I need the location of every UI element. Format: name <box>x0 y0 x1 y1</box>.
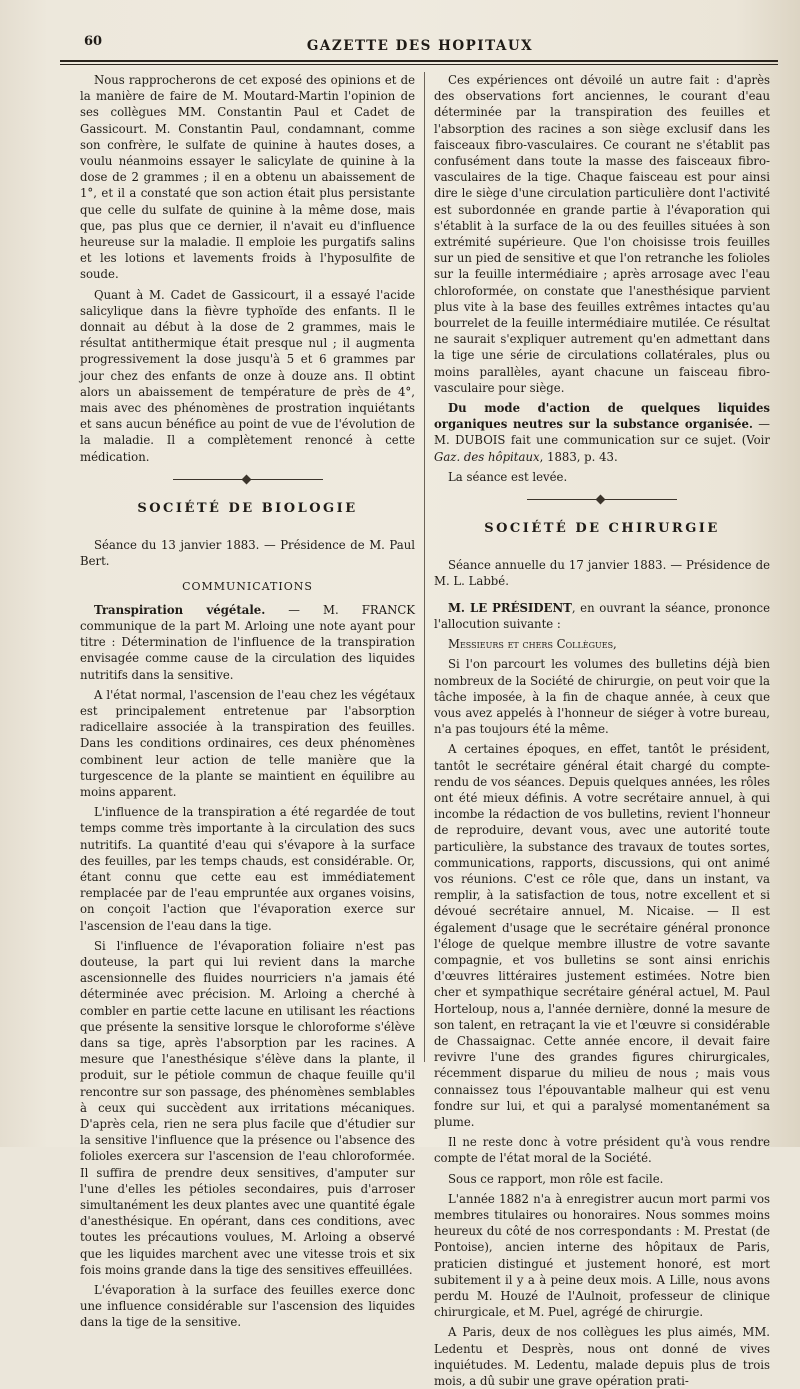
paragraph: Quant à M. Cadet de Gassicourt, il a essayé l'acide salicylique dans la fièvre typhoïde des enfants. Il le donnait au début à la dose de 2 grammes, mais le résultat antithermique était presque nul ; il augmenta progressivement la dose jusqu'à 5 et 6 grammes par jour chez des enfants de onze à douze ans. Il obtint alors un abaissement de température de près de 4°, mais avec des phénomènes de prostration inquiétants et sans aucun bénéfice au point de vue de l'évolution de la maladie. Il a complètement renoncé à cette médication. <box>80 287 415 464</box>
communications-heading: COMMUNICATIONS <box>182 580 313 594</box>
paragraph: Nous rapprocherons de cet exposé des opinions et de la manière de faire de M. Moutard-Martin l'opinion de ses collègues MM. Constantin Paul et Cadet de Gassicourt. M. Constantin Paul, condamnant, comme son confrère, le sulfate de quinine à hautes doses, a voulu néanmoins essayer le salicylate de quinine à la dose de 2 grammes ; il en a obtenu un abaissement de 1°, et il a constaté que son action était plus persistante que celle du sulfate de quinine à la même dose, mais que, pas plus que ce dernier, il n'avait eu d'influence heureuse sur la maladie. Il emploie les purgatifs salins et les lotions et lavements froids à l'hyposulfite de soude. <box>80 73 415 282</box>
section-title-chirurgie: SOCIÉTÉ DE CHIRURGIE <box>484 521 720 537</box>
president-line <box>434 600 770 632</box>
section-separator <box>173 475 323 483</box>
paragraph: Ces expériences ont dévoilé un autre fait : d'après des observations fort anciennes, le courant d'eau déterminée par la transpiration des feuilles et l'absorption des racines a son siège exclusif dans les faisceaux fibro-vasculaires. Ce courant ne s'établit pas confusément dans toute la masse des faisceaux fibro-vasculaires de la tige. Chaque faisceau est pour ainsi dire le siège d'une circulation particulière dont l'activité est subordonnée en grande partie à l'évaporation qui s'établit à la surface de la ou des feuilles situées à son extrémité supérieure. Que l'on choisisse trois feuilles sur un pied de sensitive et que l'on retranche les folioles sur la feuille intermédiaire ; après arrosage avec l'eau chloroformée, on constate que l'anesthésique parvient plus vite à la base des feuilles extrêmes intactes qu'au bourrelet de la feuille intermédiaire mutilée. Ce résultat ne saurait s'expliquer autrement qu'en admettant dans la tige une série de circulations collatérales, plus ou moins parallèles, ayant chacune un faisceau fibro-vasculaire pour siège. <box>434 73 770 395</box>
president-text: , en ouvrant la séance, prononce l'allocution suivante : <box>434 600 770 631</box>
president-label: M. LE PRÉSIDENT <box>448 600 572 615</box>
item2-text-b: , 1883, p. 43. <box>539 449 618 464</box>
paragraph: Il ne reste donc à votre président qu'à vous rendre compte de l'état moral de la Société. <box>434 1135 770 1166</box>
paragraph: Sous ce rapport, mon rôle est facile. <box>448 1171 664 1186</box>
paragraph: Si l'on parcourt les volumes des bulletins déjà bien nombreux de la Société de chirurgie, on peut voir que la tâche imposée, à la fin de chaque année, à ceux que vous avez appelés à l'honneur de siéger à votre bureau, n'a pas toujours été la même. <box>434 657 770 737</box>
seance-line: Séance annuelle du 17 janvier 1883. — Présidence de M. L. Labbé. <box>434 558 770 589</box>
right-column <box>434 72 770 1389</box>
paragraph: A Paris, deux de nos collègues les plus aimés, MM. Ledentu et Desprès, nous ont donné de vives inquiétudes. M. Ledentu, malade depuis plus de trois mois, a dû subir une grave opération prati- <box>434 1325 770 1389</box>
paragraph: L'évaporation à la surface des feuilles exerce donc une influence considérable sur l'ascension des liquides dans la tige de la sensitive. <box>80 1283 415 1330</box>
item-title: Transpiration végétale. <box>94 602 266 617</box>
paragraph: A certaines époques, en effet, tantôt le président, tantôt le secrétaire général était chargé du compte-rendu de vos séances. Depuis quelques années, les rôles ont été mieux définis. A votre secrétaire annuel, à qui incombe la rédaction de vos bulletins, revient l'honneur de reproduire, devant vous, avec une autorité toute particulière, la substance des travaux de toutes sortes, communications, rapports, discussions, qui ont animé vos réunions. C'est ce rôle que, dans un instant, va remplir, à la satisfaction de tous, notre excellent et si dévoué secrétaire annuel, M. Nicaise. — Il est également d'usage que le secrétaire général prononce l'éloge de quelque membre illustre de votre savante compagnie, et vos bulletins se sont ainsi enrichis d'œuvres littéraires justement estimées. Notre bien cher et sympathique secrétaire général actuel, M. Paul Horteloup, nous a, l'année dernière, donné la mesure de son talent, en retraçant la vie et l'œuvre si considérable de Chassaignac. Cette année encore, il devait faire revivre l'une des grandes figures chirurgicales, récemment disparue du milieu de nous ; mais vous connaissez tous l'épouvantable malheur qui est venu fondre sur lui, et qui a paralysé momentanément sa plume. <box>434 742 770 1129</box>
item-author: M. FRANCK <box>323 602 415 617</box>
item-lead: communique de la part M. Arloing une note ayant pour titre : Détermination de l'influence de la transpiration envisagée comme cause de la circulation des liquides nutritifs dans la sensitive. <box>80 618 415 682</box>
communication-lead: Transpiration végétale. — M. FRANCK communique de la part M. Arloing une note ayant pour titre : Détermination de l'influence de la transpiration envisagée comme cause de la circulation des liquides nutritifs dans la sensitive. <box>80 602 415 682</box>
section-separator <box>527 495 677 503</box>
closing-line: La séance est levée. <box>448 469 568 484</box>
left-column <box>80 72 415 1330</box>
column-divider <box>424 72 425 1062</box>
page-number: 60 <box>84 34 103 49</box>
communication-dubois: Du mode d'action de quelques liquides organiques neutres sur la substance organisée. — M. DUBOIS fait une communication sur ce sujet. (Voir Gaz. des hôpitaux, 1883, p. 43. <box>434 401 770 464</box>
page-header <box>60 28 780 54</box>
paragraph: L'année 1882 n'a à enregistrer aucun mort parmi vos membres titulaires ou honoraires. Nous sommes moins heureux du côté de nos correspondants : M. Prestat (de Pontoise), ancien interne des hôpitaux de Paris, praticien distingué et justement honoré, est mort subitement il y a à peine deux mois. A Lille, nous avons perdu M. Houzé de l'Aulnoit, professeur de clinique chirurgicale, et M. Puel, agrégé de chirurgie. <box>434 1191 770 1320</box>
section-title-biologie: SOCIÉTÉ DE BIOLOGIE <box>137 500 358 516</box>
running-title: GAZETTE DES HOPITAUX <box>306 38 534 54</box>
address-line: Messieurs et chers Collègues, <box>448 637 617 652</box>
paragraph: A l'état normal, l'ascension de l'eau chez les végétaux est principalement entretenue par l'absorption radicellaire associée à la transpiration des feuilles. Dans les conditions ordinaires, ces deux phénomènes combinent leur action de telle manière que la turgescence de la plante se maintient en équilibre au moins apparent. <box>80 687 415 799</box>
item2-reference: Gaz. des hôpitaux <box>434 449 540 464</box>
paragraph: Si l'influence de l'évaporation foliaire n'est pas douteuse, la part qui lui revient dans la marche ascensionnelle des fluides nourriciers n'a jamais été déterminée avec précision. M. Arloing a cherché à combler en partie cette lacune en utilisant les réactions que présente la sensitive lorsque le chloroforme s'élève dans sa tige, après l'absorption par les racines. A mesure que l'anesthésique s'élève dans la plante, il produit, sur le pétiole commun de chaque feuille qu'il rencontre sur son passage, des phénomènes semblables à ceux qui succèdent aux irritations mécaniques. D'après cela, rien ne sera plus facile que d'étudier sur la sensitive l'influence que la présence ou l'absence des folioles exercera sur l'ascension de l'eau chloroformée. Il suffira de prendre deux sensitives, d'amputer sur l'une d'elles les pétioles secondaires, puis d'arroser simultanément les deux plantes avec une quantité égale d'anesthésique. En opérant, dans ces conditions, avec toutes les précautions voulues, M. Arloing a observé que les liquides marchent avec une vitesse trois et six fois moins grande dans la tige des sensitives effeuillées. <box>80 938 415 1277</box>
paragraph: L'influence de la transpiration a été regardée de tout temps comme très importante à la circulation des sucs nutritifs. La quantité d'eau qui s'évapore à la surface des feuilles, par les temps chauds, est considérable. Or, étant connu que cette eau est immédiatement remplacée par de l'eau empruntée aux organes voisins, on conçoit l'action que l'évaporation exerce sur l'ascension de l'eau dans la tige. <box>80 805 415 933</box>
item2-title: Du mode d'action de quelques liquides organiques neutres sur la substance organisée. <box>434 401 770 432</box>
header-rule <box>60 60 778 65</box>
item2-author: M. DUBOIS <box>434 433 506 448</box>
seance-line: Séance du 13 janvier 1883. — Présidence de M. Paul Bert. <box>80 538 415 569</box>
item2-text-a: fait une communication sur ce sujet. (Voir <box>510 433 770 448</box>
